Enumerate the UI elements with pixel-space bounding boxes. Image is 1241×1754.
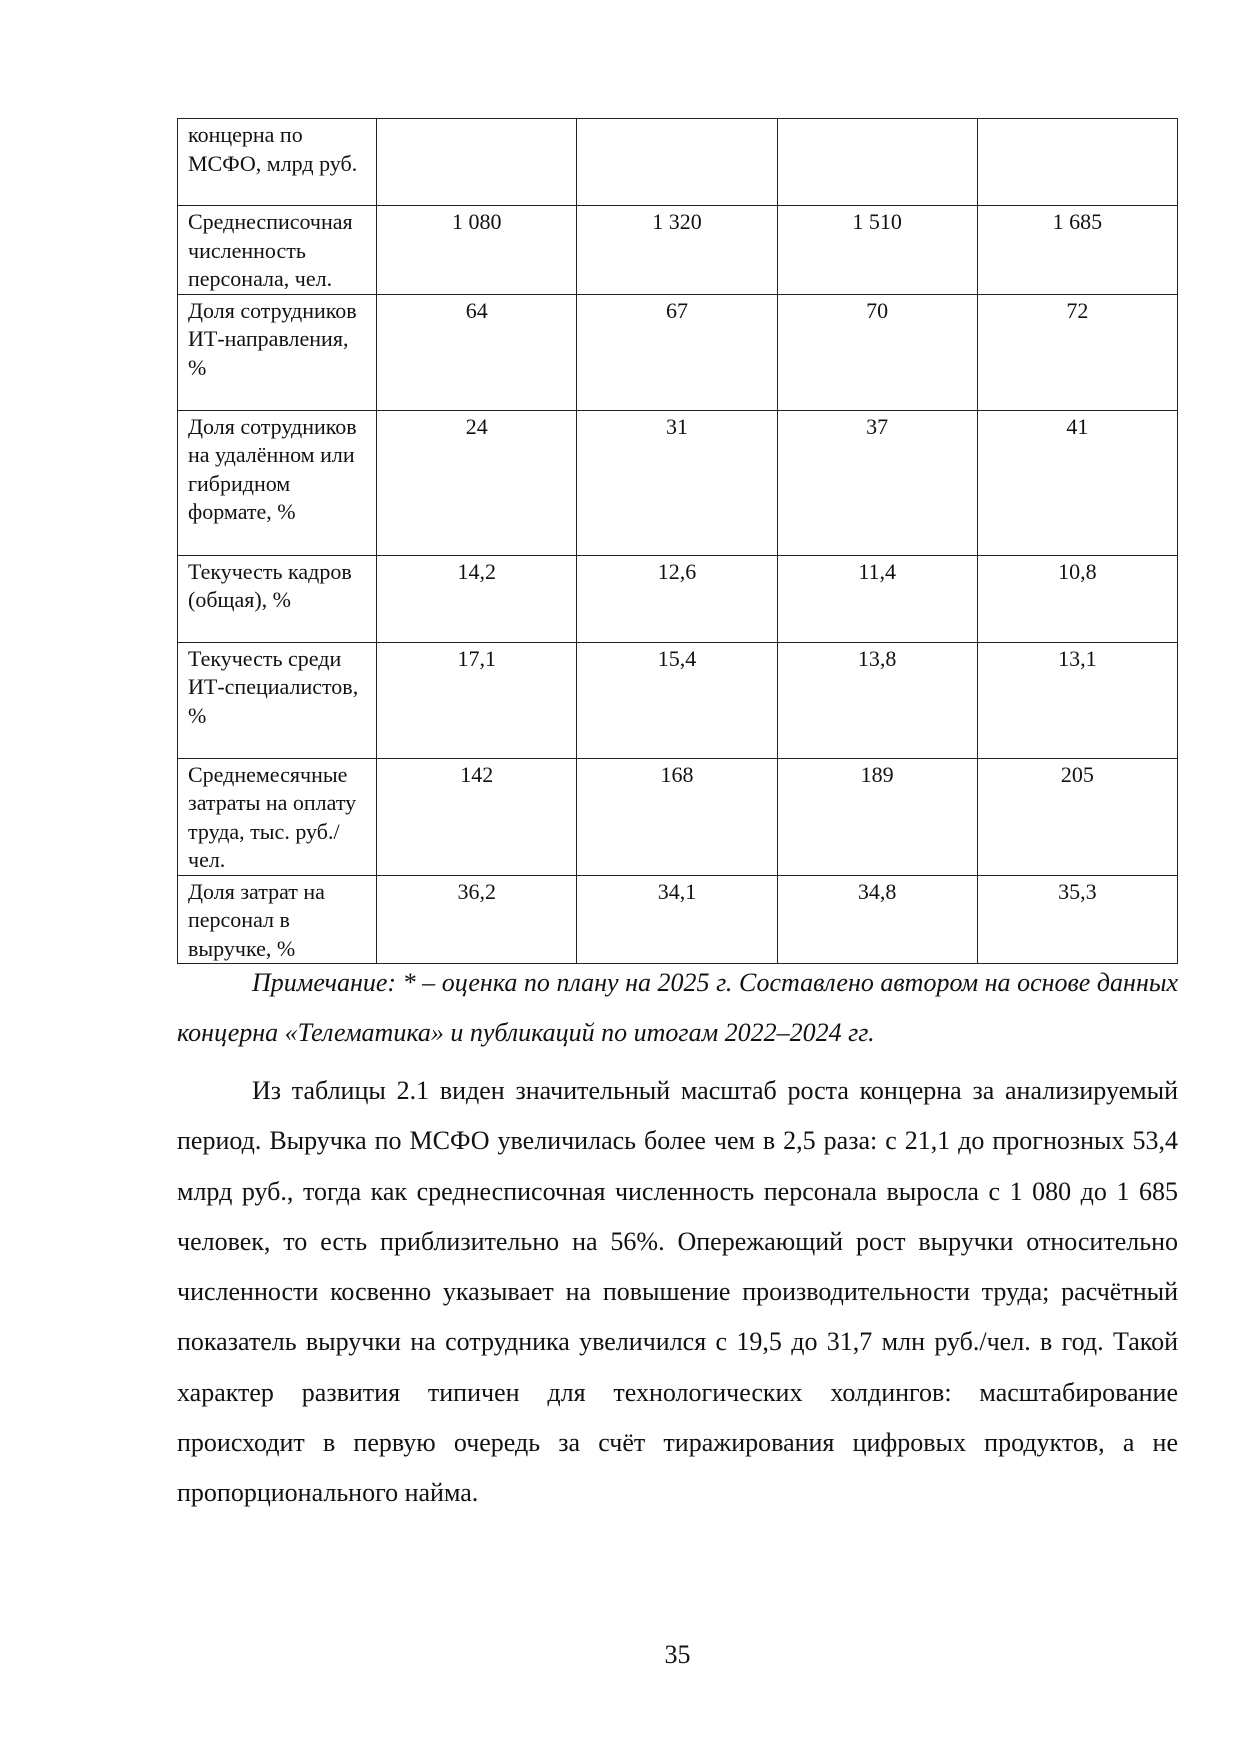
table-cell: 1 080	[377, 206, 577, 295]
table-cell: 37	[777, 410, 977, 555]
table-row	[178, 875, 1178, 964]
table-cell: 1 320	[577, 206, 777, 295]
table-row	[178, 758, 1178, 875]
table-cell: 142	[377, 758, 577, 875]
table-cell: 1 685	[977, 206, 1177, 295]
data-table	[177, 118, 1178, 964]
table-row	[178, 294, 1178, 410]
table-cell	[777, 119, 977, 206]
table-cell	[577, 119, 777, 206]
page-number: 35	[664, 1640, 691, 1669]
table-row	[178, 555, 1178, 642]
table-cell: 17,1	[377, 642, 577, 758]
table-cell: 13,8	[777, 642, 977, 758]
table-cell: 36,2	[377, 875, 577, 964]
table-cell: 67	[577, 294, 777, 410]
table-cell: 72	[977, 294, 1177, 410]
table-cell: 189	[777, 758, 977, 875]
table-cell: 13,1	[977, 642, 1177, 758]
table-cell: 11,4	[777, 555, 977, 642]
table-cell: 34,8	[777, 875, 977, 964]
table-row	[178, 206, 1178, 295]
table-cell: 35,3	[977, 875, 1177, 964]
row-label: Текучесть кадров (общая), %	[178, 555, 377, 642]
row-label: Доля сотрудников на удалённом или гибридном формате, %	[178, 410, 377, 555]
table-cell	[377, 119, 577, 206]
table-cell: 1 510	[777, 206, 977, 295]
table-cell: 14,2	[377, 555, 577, 642]
table-cell: 24	[377, 410, 577, 555]
table-cell: 10,8	[977, 555, 1177, 642]
row-label: концерна по МСФО, млрд руб.	[178, 119, 377, 206]
table-cell: 64	[377, 294, 577, 410]
row-label: Текучесть среди ИТ-специалистов, %	[178, 642, 377, 758]
body-paragraph: Из таблицы 2.1 виден значительный масштаб роста концерна за анализируемый период. Выручка по МСФО увеличилась более чем в 2,5 раза: с 21,1 до прогнозных 53,4 млрд руб., тогда как среднесписочная численность персонала выросла с 1 080 до 1 685 человек, то есть приблизительно на 56%. Опережающий рост выручки относительно численности косвенно указывает на повышение производительности труда; расчётный показатель выручки на сотрудника увеличился с 19,5 до 31,7 млн руб./чел. в год. Такой характер развития типичен для технологических холдингов: масштабирование происходит в первую очередь за счёт тиражирования цифровых продуктов, а не пропорционального найма.	[177, 1076, 1178, 1508]
table-cell: 41	[977, 410, 1177, 555]
table-row	[178, 410, 1178, 555]
table-cell	[977, 119, 1177, 206]
table-cell: 70	[777, 294, 977, 410]
row-label: Доля затрат на персонал в выручке, %	[178, 875, 377, 964]
table-cell: 15,4	[577, 642, 777, 758]
row-label: Доля сотрудников ИТ-направления, %	[178, 294, 377, 410]
table-row	[178, 119, 1178, 206]
table-row	[178, 642, 1178, 758]
table-cell: 168	[577, 758, 777, 875]
table-cell: 34,1	[577, 875, 777, 964]
table-note: Примечание: * – оценка по плану на 2025 г. Составлено автором на основе данных концерна «Телематика» и публикаций по итогам 2022–2024 гг.	[177, 968, 1178, 1047]
row-label: Среднемесячные затраты на оплату труда, тыс. руб./чел.	[178, 758, 377, 875]
table-cell: 12,6	[577, 555, 777, 642]
row-label: Среднесписочная численность персонала, чел.	[178, 206, 377, 295]
table-cell: 31	[577, 410, 777, 555]
table-cell: 205	[977, 758, 1177, 875]
